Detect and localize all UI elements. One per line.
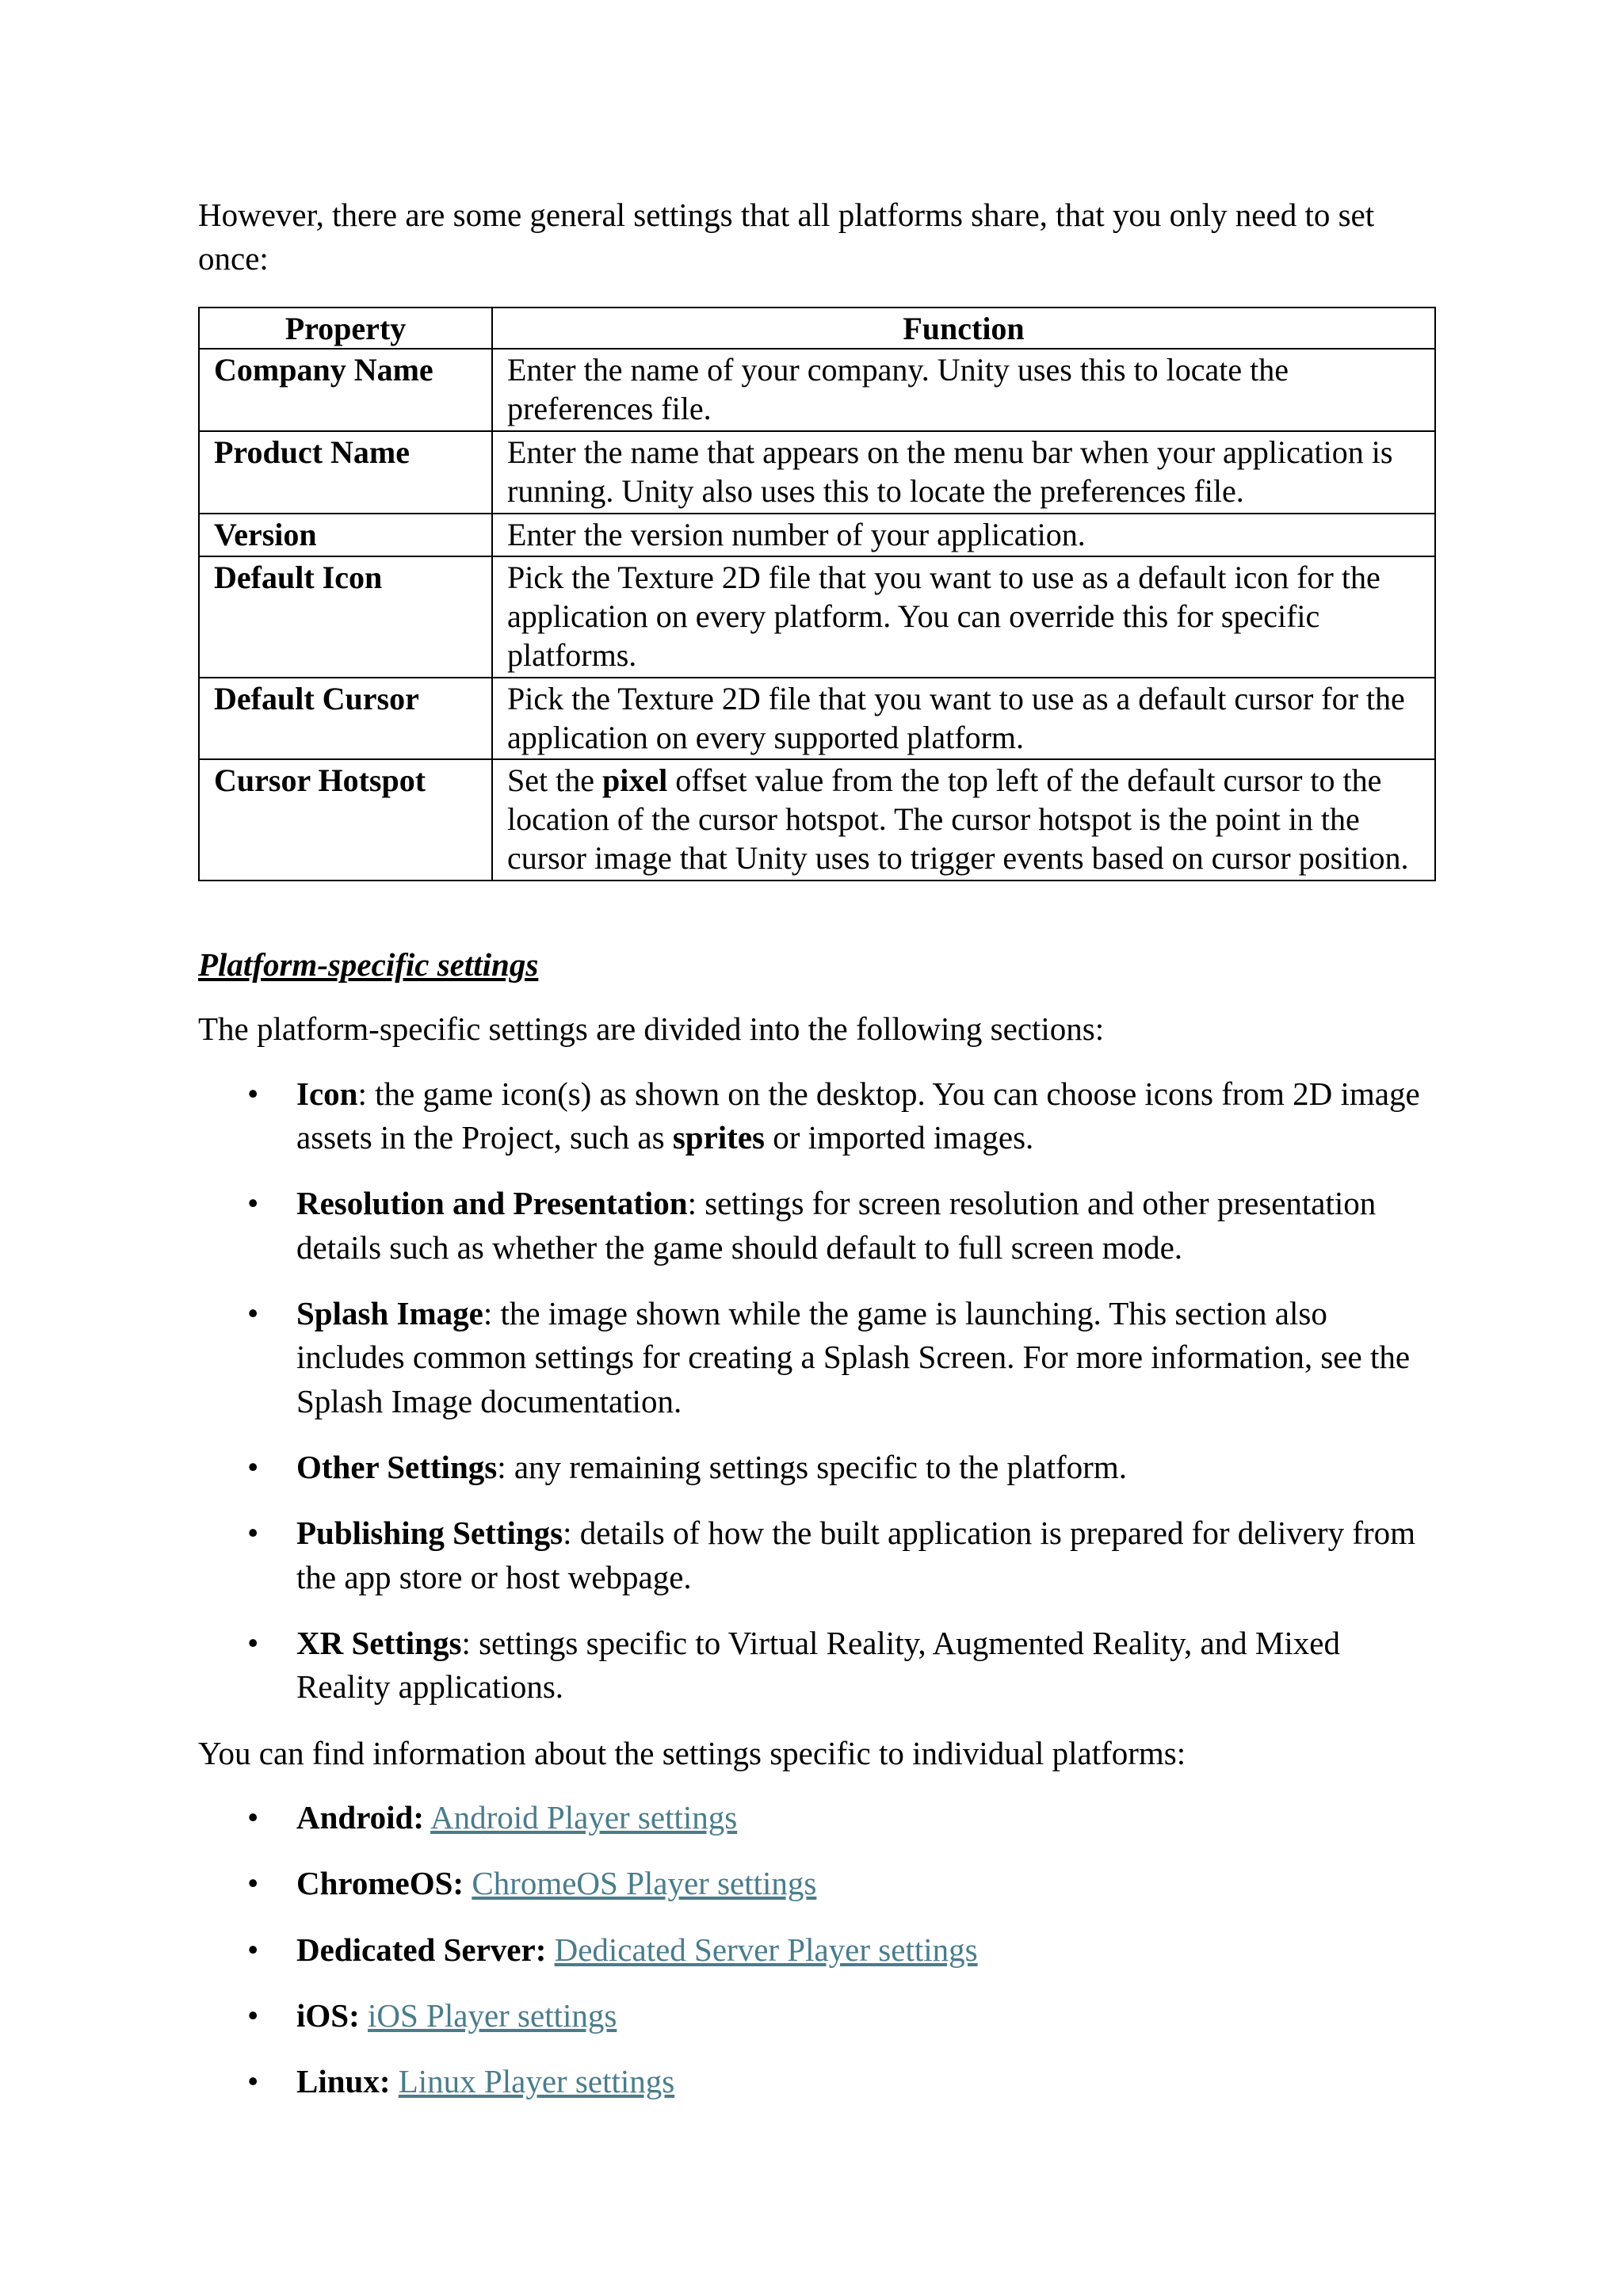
table-row xyxy=(199,556,1435,677)
platform-term: Linux: xyxy=(296,2063,391,2100)
sections-list xyxy=(198,1072,1436,1710)
platform-term: Android: xyxy=(296,1799,425,1836)
function-text: Set the xyxy=(507,762,602,799)
table-row xyxy=(199,759,1435,880)
item-bold-term: sprites xyxy=(672,1118,765,1156)
item-text: : the game icon(s) as shown on the desktop. You can choose icons from 2D image assets in the Project, such as xyxy=(296,1075,1420,1156)
function-cell: Pick the Texture 2D file that you want to use as a default icon for the application on every platform. You can override this for specific platforms. xyxy=(492,556,1435,677)
header-function: Function xyxy=(492,308,1435,350)
link-android-player-settings[interactable]: Android Player settings xyxy=(430,1799,738,1836)
function-cell: Enter the name that appears on the menu bar when your application is running. Unity also uses this to locate the preferences file. xyxy=(492,431,1435,514)
header-property: Property xyxy=(199,308,492,350)
table-row xyxy=(199,678,1435,760)
list-item xyxy=(198,1446,1436,1489)
platforms-intro: You can find information about the settings specific to individual platforms: xyxy=(198,1734,1186,1771)
property-cell: Product Name xyxy=(199,431,492,514)
link-chromeos-player-settings[interactable]: ChromeOS Player settings xyxy=(472,1865,817,1902)
link-linux-player-settings[interactable]: Linux Player settings xyxy=(398,2063,675,2100)
item-text: : settings specific to Virtual Reality, Augmented Reality, and Mixed Reality applications. xyxy=(296,1624,1340,1706)
function-text: offset value from the top left of the default cursor to the location of the cursor hotspot. The cursor hotspot is the point in the cursor image that Unity uses to trigger events based on cursor position. xyxy=(507,762,1409,877)
general-settings-table xyxy=(198,307,1436,881)
link-dedicated-server-player-settings[interactable]: Dedicated Server Player settings xyxy=(554,1931,978,1968)
platforms-list xyxy=(198,1796,1436,2104)
property-cell: Cursor Hotspot xyxy=(199,759,492,880)
item-term: Resolution and Presentation xyxy=(296,1185,688,1222)
sections-intro: The platform-specific settings are divided into the following sections: xyxy=(198,1010,1105,1048)
list-item xyxy=(198,2060,1436,2103)
list-item xyxy=(198,1622,1436,1710)
list-item xyxy=(198,1292,1436,1423)
table-row xyxy=(199,349,1435,431)
intro-paragraph: However, there are some general settings that all platforms share, that you only need to set once: xyxy=(198,197,1375,277)
function-cell xyxy=(492,759,1435,880)
item-text: : any remaining settings specific to the platform. xyxy=(497,1448,1127,1485)
list-item xyxy=(198,1511,1436,1599)
section-heading: Platform-specific settings xyxy=(198,946,539,983)
link-ios-player-settings[interactable]: iOS Player settings xyxy=(368,1997,617,2034)
table-row xyxy=(199,431,1435,514)
item-term: XR Settings xyxy=(296,1624,462,1661)
property-cell: Default Icon xyxy=(199,556,492,677)
list-item xyxy=(198,1182,1436,1270)
table-row xyxy=(199,514,1435,557)
platform-term: iOS: xyxy=(296,1997,360,2034)
list-item xyxy=(198,1928,1436,1972)
function-cell: Enter the name of your company. Unity uses this to locate the preferences file. xyxy=(492,349,1435,431)
table-header-row xyxy=(199,308,1435,350)
list-item xyxy=(198,1072,1436,1160)
document-page xyxy=(198,193,1436,2126)
item-text: or imported images. xyxy=(764,1118,1034,1156)
item-text: : settings for screen resolution and other presentation details such as whether the game should default to full screen mode. xyxy=(296,1185,1377,1266)
platform-term: ChromeOS: xyxy=(296,1865,464,1902)
list-item xyxy=(198,1994,1436,2038)
item-text: : the image shown while the game is launching. This section also includes common settings for creating a Splash Screen. For more information, see the Splash Image documentation. xyxy=(296,1294,1411,1419)
function-cell: Enter the version number of your application. xyxy=(492,514,1435,557)
property-cell: Company Name xyxy=(199,349,492,431)
property-cell: Version xyxy=(199,514,492,557)
item-text: : details of how the built application is prepared for delivery from the app store or host webpage. xyxy=(296,1515,1416,1595)
function-bold-term: pixel xyxy=(601,762,668,799)
list-item xyxy=(198,1862,1436,1905)
platform-term: Dedicated Server: xyxy=(296,1931,547,1968)
item-term: Icon xyxy=(296,1075,358,1112)
item-term: Splash Image xyxy=(296,1294,483,1331)
item-term: Other Settings xyxy=(296,1448,498,1485)
function-cell: Pick the Texture 2D file that you want to use as a default cursor for the application on every supported platform. xyxy=(492,678,1435,760)
list-item xyxy=(198,1796,1436,1839)
item-term: Publishing Settings xyxy=(296,1515,563,1552)
property-cell: Default Cursor xyxy=(199,678,492,760)
